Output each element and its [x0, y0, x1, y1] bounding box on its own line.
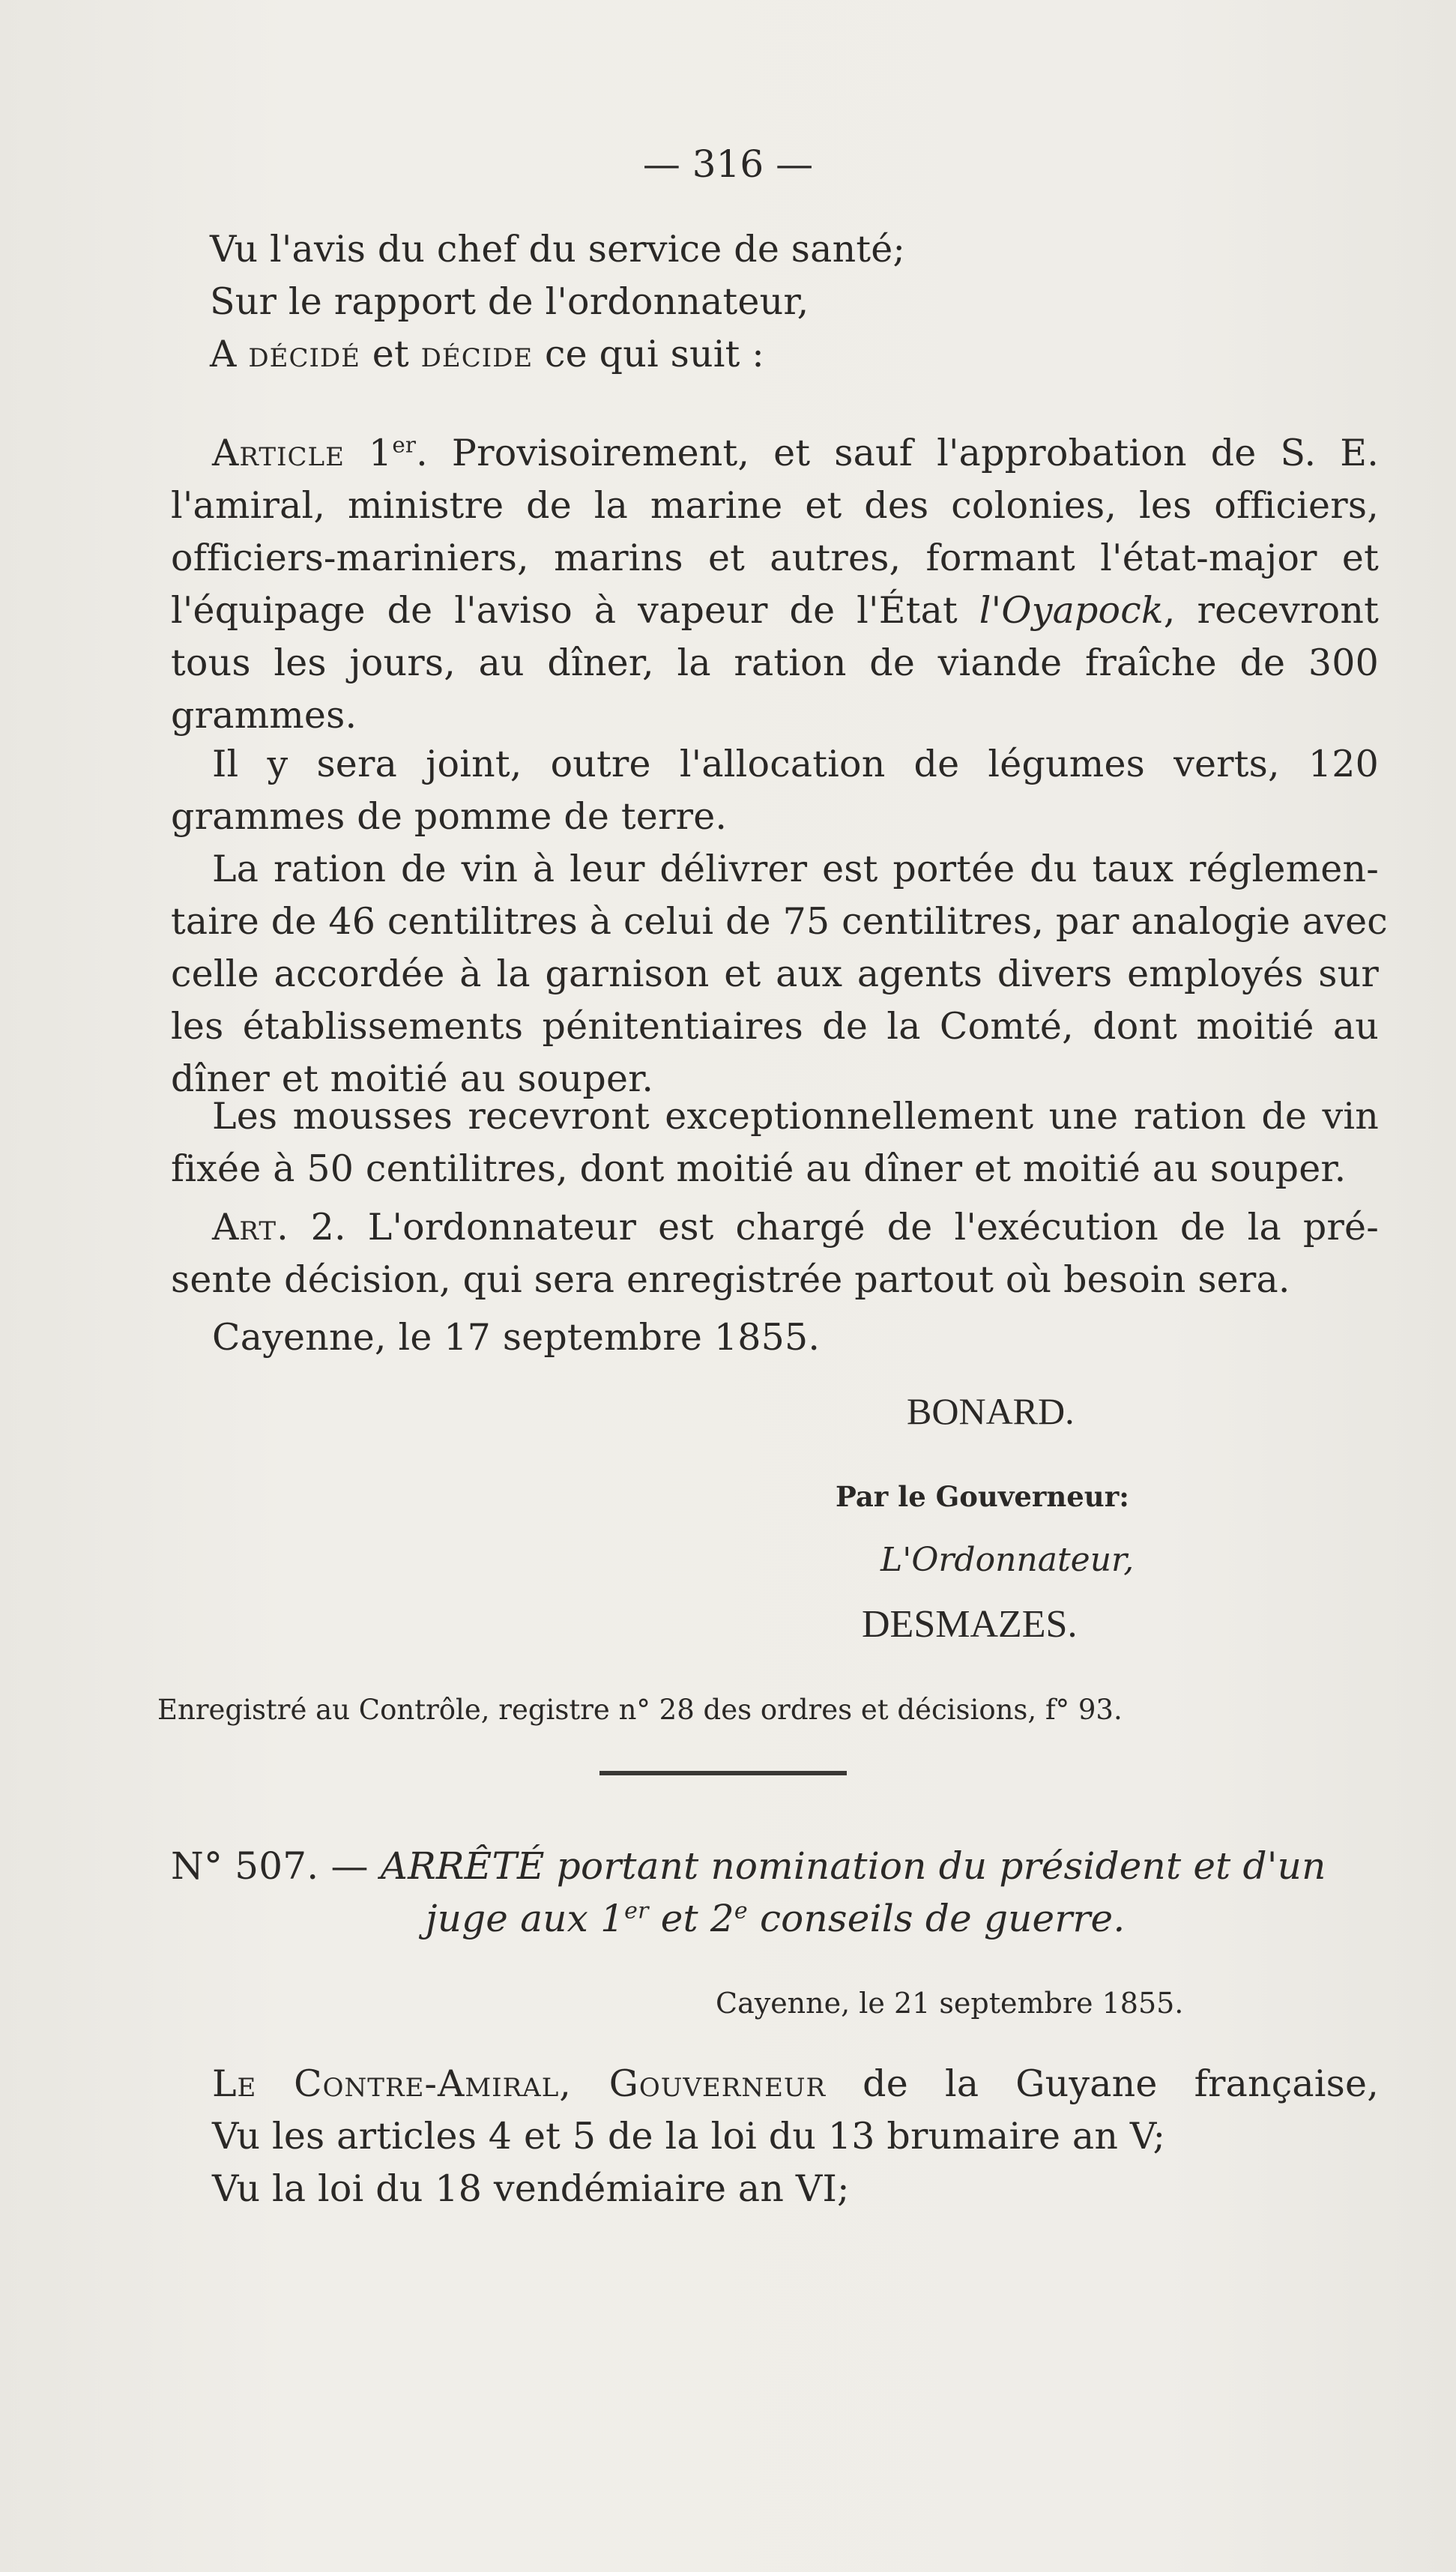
- mousses-line-1: Les mousses recevront exceptionnellement une ration de vin: [212, 1095, 1379, 1138]
- decree-heading: [171, 1840, 1379, 1945]
- registration-note: Enregistré au Contrôle, registre n° 28 des ordres et décisions, f° 93.: [157, 1694, 1123, 1726]
- decide-suffix: ce qui suit :: [533, 333, 764, 375]
- wine-line-2: taire de 46 centilitres à celui de 75 centilitres, par analogie avec: [171, 900, 1388, 943]
- article-2-label: Art.: [212, 1206, 289, 1249]
- ship-name: l'Oyapock: [979, 589, 1164, 632]
- article-2-line-1-text: 2. L'ordonnateur est chargé de l'exécution de la pré-: [289, 1206, 1379, 1249]
- wine-line-5: dîner et moitié au souper.: [171, 1057, 654, 1100]
- decide-mid: et: [360, 333, 421, 375]
- potato-line-2: grammes de pomme de terre.: [171, 795, 728, 838]
- potato-line-1: Il y sera joint, outre l'allocation de légumes verts, 120: [212, 743, 1379, 785]
- intro-line-1: Vu l'avis du chef du service de santé;: [210, 228, 906, 271]
- decree-title-line-1: [171, 1840, 1379, 1892]
- article-2-line-2: sente décision, qui sera enregistrée partout où besoin sera.: [171, 1258, 1290, 1301]
- page-number: — 316 —: [642, 142, 814, 186]
- article-number: 1: [368, 432, 393, 474]
- governor-rest: de la Guyane française,: [826, 2062, 1380, 2105]
- article-2: [171, 1201, 1379, 1306]
- decree-title-2a: juge aux 1: [426, 1897, 625, 1940]
- article-1-line-5: tous les jours, au dîner, la ration de viande fraîche de 300: [171, 642, 1379, 684]
- potato-paragraph: [171, 738, 1379, 843]
- governor-block: [212, 2058, 1379, 2215]
- decree-number: N° 507. —: [171, 1844, 381, 1888]
- article-1: [171, 427, 1379, 742]
- governor-title: Contre-Amiral, Gouverneur: [294, 2062, 827, 2105]
- article-1-line-1-text: . Provisoirement, et sauf l'approbation de S. E.: [416, 432, 1380, 474]
- closing-line-2: Vu la loi du 18 vendémiaire an VI;: [212, 2167, 850, 2210]
- article-label: Article: [212, 432, 345, 474]
- wine-line-4: les établissements pénitentiaires de la Comté, dont moitié au: [171, 1005, 1379, 1048]
- article-1-line-4-post: , recevront: [1163, 589, 1379, 632]
- date-line: Cayenne, le 17 septembre 1855.: [212, 1316, 821, 1359]
- article-2-line-1: [171, 1201, 1379, 1254]
- decree-date: Cayenne, le 21 septembre 1855.: [716, 1987, 1184, 2020]
- intro-block: [210, 223, 1379, 381]
- article-1-line-4-pre: l'équipage de l'aviso à vapeur de l'État: [171, 589, 979, 632]
- article-1-line-4: [171, 585, 1379, 637]
- decide-line: [210, 328, 1379, 381]
- wine-line-3: celle accordée à la garnison et aux agents divers employés sur: [171, 953, 1379, 995]
- article-1-line-3: officiers-mariniers, marins et autres, formant l'état-major et: [171, 537, 1379, 579]
- ordonnateur-title: L'Ordonnateur,: [880, 1541, 1135, 1579]
- decree-title-2c: conseils de guerre.: [747, 1897, 1126, 1940]
- par-gouverneur: Par le Gouverneur:: [836, 1480, 1129, 1513]
- wine-line-1: La ration de vin à leur délivrer est portée du taux réglemen-: [212, 848, 1379, 890]
- closing-line-1: Vu les articles 4 et 5 de la loi du 13 brumaire an V;: [212, 2115, 1166, 2158]
- decide-word-1: décidé: [248, 333, 360, 375]
- governor-le: Le: [212, 2062, 294, 2105]
- article-1-line-1: [171, 427, 1379, 480]
- wine-paragraph: [171, 843, 1388, 1105]
- signature-bonard: BONARD.: [907, 1390, 1075, 1432]
- decide-prefix: A: [210, 333, 249, 375]
- governor-line: [212, 2058, 1379, 2110]
- ordonnateur-name: DESMAZES.: [862, 1603, 1078, 1646]
- article-1-line-2: l'amiral, ministre de la marine et des colonies, les officiers,: [171, 484, 1379, 527]
- decree-title-1: ARRÊTÉ portant nomination du président et d'un: [380, 1844, 1326, 1888]
- decree-title-2b: et 2: [648, 1897, 734, 1940]
- mousses-paragraph: [171, 1090, 1379, 1195]
- mousses-line-2: fixée à 50 centilitres, dont moitié au dîner et moitié au souper.: [171, 1147, 1347, 1190]
- decree-title-sup-1: er: [624, 1898, 649, 1925]
- decide-word-2: décide: [420, 333, 534, 375]
- article-1-line-6: grammes.: [171, 694, 357, 737]
- decree-title-line-2: [171, 1892, 1379, 1945]
- intro-line-2: Sur le rapport de l'ordonnateur,: [210, 280, 809, 323]
- decree-title-sup-2: e: [734, 1898, 748, 1925]
- article-number-sup: er: [392, 432, 417, 458]
- date-line-block: [212, 1311, 1379, 1364]
- section-divider: [599, 1771, 847, 1775]
